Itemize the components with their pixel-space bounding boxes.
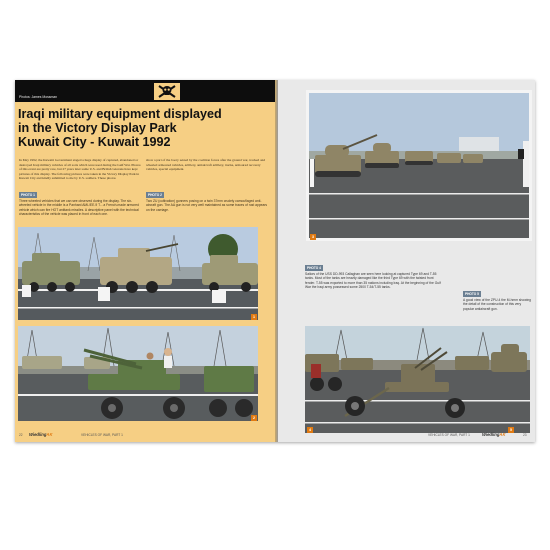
photo1-number: 1 bbox=[253, 315, 255, 319]
photo4-tag: PHOTO 4 bbox=[307, 266, 321, 270]
photo4-number: 4 bbox=[309, 428, 311, 432]
magazine-spread bbox=[15, 80, 535, 442]
photo2-caption: Two ZU (cultivation) gunners posing on a twin 37mm crudely camouflaged anti-aircraft gun. The AA gun is not very well maintained as some traces of rust appears on the carriage. bbox=[146, 199, 268, 212]
photo4-caption: Sailors of the USS DD-993 Callaghan are seen here looking at captured Type 69 and T-55 tanks. Most of the tanks are heavily damaged like the third Type 69 with the twisted front fender. T-55 was exported to more than 35 nations including Iraq. At the beginning of the Gulf War the Iraqi army possessed some 2500 T-54/T-55 tanks. bbox=[305, 272, 441, 289]
photo5-tag: PHOTO 5 bbox=[465, 292, 479, 296]
photo5-number: 5 bbox=[510, 428, 512, 432]
photo-2-aa-gun bbox=[18, 326, 258, 421]
brand-logo-right: WiedlingAK bbox=[482, 432, 506, 437]
photo3-number: 3 bbox=[312, 235, 314, 239]
right-page-number: 23 bbox=[523, 433, 527, 437]
brand-logo-left: WiedlingAK bbox=[29, 432, 53, 437]
photo-credit: Photos: James Mossman bbox=[19, 95, 58, 99]
photo-4-zpu-gun bbox=[305, 326, 530, 433]
left-page bbox=[15, 80, 275, 442]
article-title bbox=[18, 107, 273, 149]
skull-crossbones-icon bbox=[154, 83, 180, 100]
photo1-tag: PHOTO 1 bbox=[21, 193, 35, 197]
photo1-caption: Three wheeled vehicles that we can see observed during the display. The six-wheeled vehicle in the middle is a Panhard AML/EE-9 T... a French-made armored vehicle which can fire HOT antitank missiles. A descriptive panel with the technical characteristics of the vehicle was placed in front of each one. bbox=[19, 199, 139, 216]
photo-3-tank-row bbox=[306, 90, 532, 241]
intro-text-col2: show a part of the booty seized by the coalition forces after the ground war, tracked and wheeled armoured vehicles, artillery, antiaircraft artillery, trucks, armoured recovery vehicles, special equipment. bbox=[146, 158, 265, 171]
right-page bbox=[278, 80, 535, 442]
intro-text-col1: In May 1992, the Kuwaiti Government staged a huge display of captured, abandoned or destroyed Iraqi military vehicles of all sorts which were used during the Gulf War. Photos of this event are pretty rare, but 27 years later some U.S. and British veterans have kept pictures of this display. The following pictures were taken in the Victory Display Park in Kuwait City and kindly submitted to me by U.S. soldiers. These photos bbox=[19, 158, 141, 180]
right-footer-section: VEHICLES OF WAR, PART 1 bbox=[428, 433, 470, 437]
photo2-number: 2 bbox=[253, 416, 255, 420]
photo2-tag: PHOTO 2 bbox=[148, 193, 162, 197]
title-line-2: in the Victory Display Park bbox=[18, 121, 177, 135]
left-page-number: 22 bbox=[19, 433, 23, 437]
title-line-1: Iraqi military equipment displayed bbox=[18, 107, 222, 121]
photo5-caption: A good view of the ZPU-4 the M-hmm showing the detail of the construction of this very popular antiaircraft gun. bbox=[463, 298, 531, 311]
title-line-3: Kuwait City - Kuwait 1992 bbox=[18, 135, 171, 149]
left-footer-section: VEHICLES OF WAR, PART 1 bbox=[81, 433, 123, 437]
photo-1-armored-vehicles bbox=[18, 227, 258, 320]
